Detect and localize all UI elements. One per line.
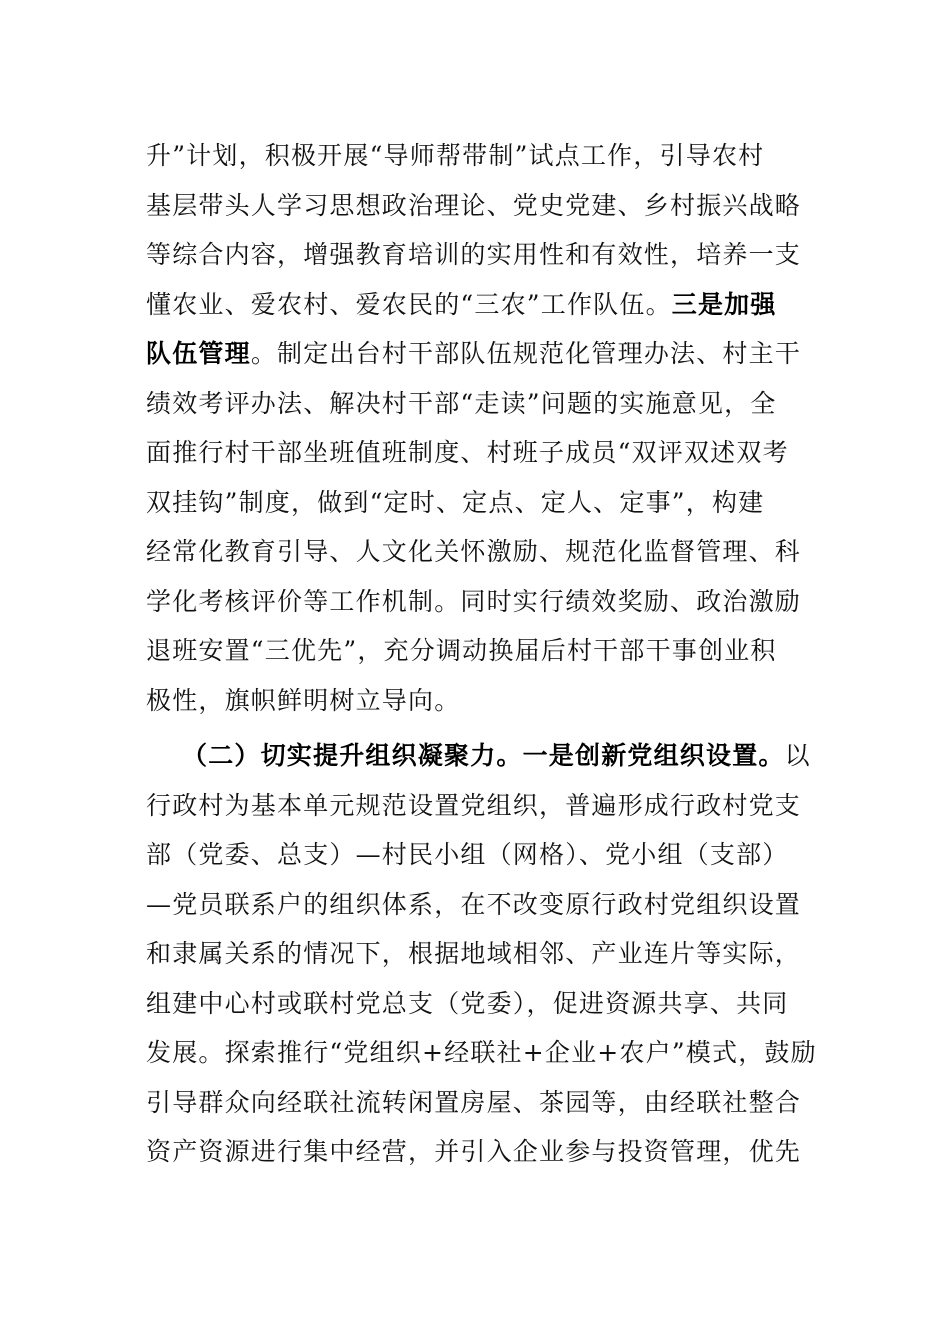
text-line: 极性，旗帜鲜明树立导向。 [146,685,461,715]
text-line: 绩效考评办法、解决村干部“走读”问题的实施意见，全 [146,388,777,418]
section-heading-line [146,731,811,781]
text-line: 学化考核评价等工作机制。同时实行绩效奖励、政治激励 [146,586,802,616]
text-line: —党员联系户的组织体系，在不改变原行政村党组织设置 [146,889,802,919]
text-line: 组建中心村或联村党总支（党委），促进资源共享、共同 [146,988,789,1018]
section-heading: （二）切实提升组织凝聚力。 [182,741,523,770]
text-line: 等综合内容，增强教育培训的实用性和有效性，培养一支 [146,240,802,269]
text-line: 引导群众向经联社流转闲置房屋、茶园等，由经联社整合 [146,1087,802,1117]
paragraph-1 [146,131,806,725]
text-line: 和隶属关系的情况下，根据地域相邻、产业连片等实际， [146,939,802,968]
text-run: 懂农业、爱农村、爱农民的“三农”工作队伍。 [146,289,672,319]
text-run: 。制定出台村干部队伍规范化管理办法、村主干 [250,339,802,368]
text-line: 经常化教育引导、人文化关怀激励、规范化监督管理、科 [146,537,802,566]
text-line: 发展。探索推行“党组织+经联社+企业+农户”模式，鼓励 [146,1038,817,1067]
text-line: 资产资源进行集中经营，并引入企业参与投资管理，优先 [146,1137,802,1166]
text-line: 行政村为基本单元规范设置党组织，普遍形成行政村党支 [146,790,802,820]
text-line: 部（党委、总支）—村民小组（网格）、党小组（支部） [146,840,789,869]
text-line: 基层带头人学习思想政治理论、党史党建、乡村振兴战略 [146,190,802,220]
text-line: 退班安置“三优先”，充分调动换届后村干部干事创业积 [146,636,777,665]
text-line [146,280,806,330]
text-line [146,329,806,379]
text-line: 升”计划，积极开展“导师帮带制”试点工作，引导农村 [146,141,765,170]
text-run: 以 [784,741,811,770]
bold-run: 队伍管理 [146,339,251,368]
text-line: 面推行村干部坐班值班制度、村班子成员“双评双述双考 [146,438,789,467]
section-subheading: 一是创新党组织设置。 [522,741,785,770]
text-line: 双挂钩”制度，做到“定时、定点、定人、定事”，构建 [146,487,765,517]
paragraph-2 [146,731,817,1177]
bold-run: 三是加强 [671,289,777,319]
